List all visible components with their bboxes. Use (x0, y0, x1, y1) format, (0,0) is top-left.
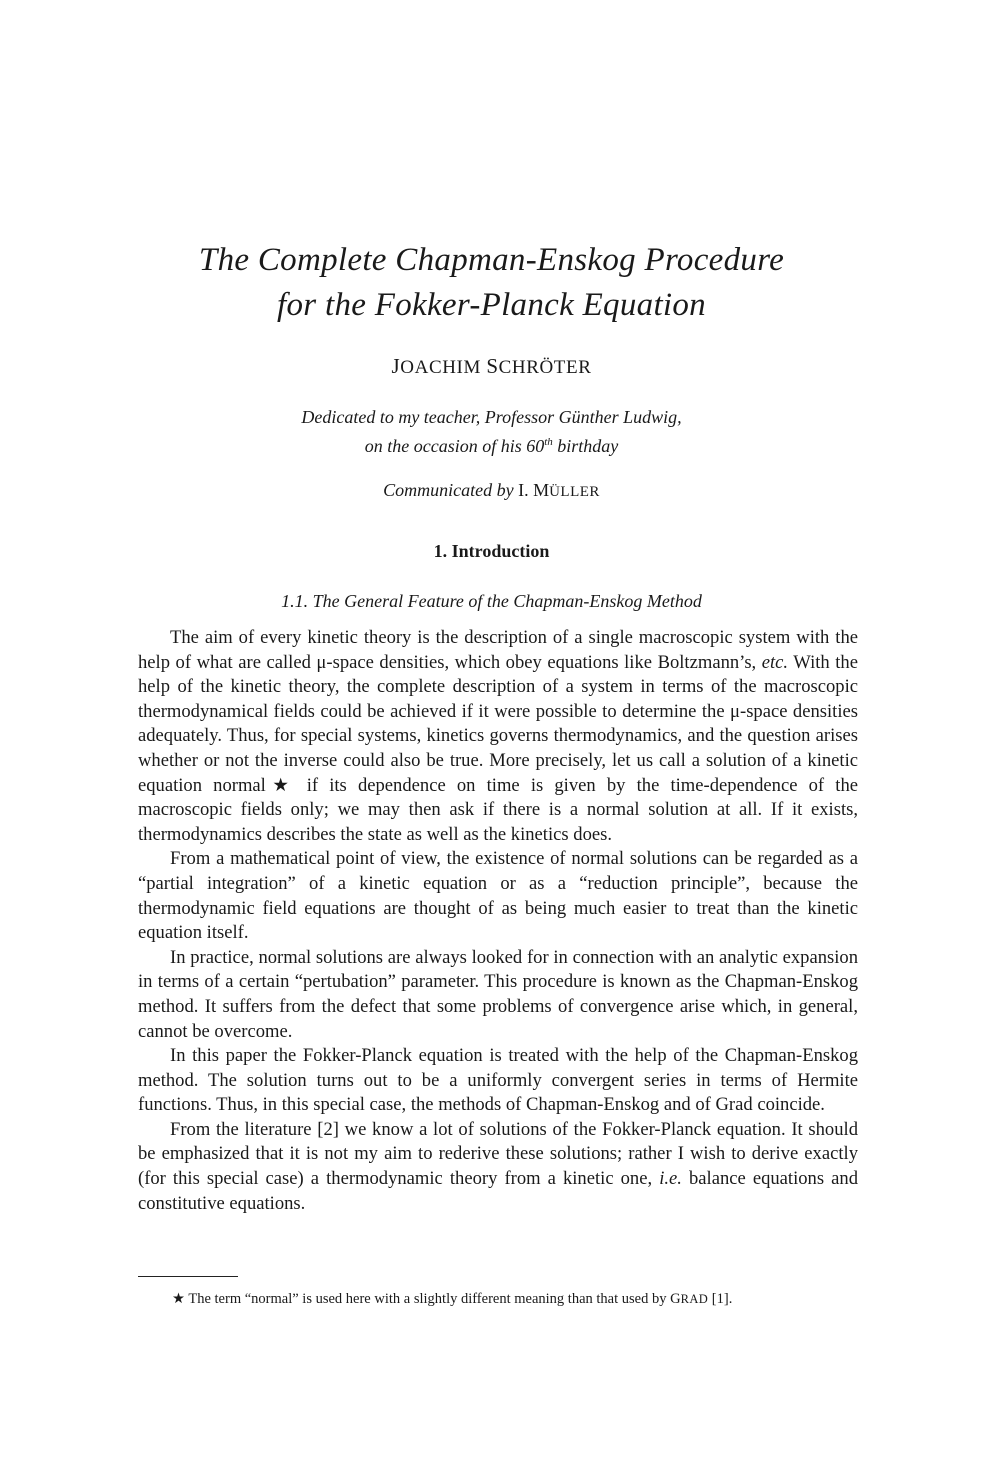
paragraph-5 (138, 1118, 858, 1216)
author-first-rest: OACHIM (400, 357, 481, 378)
footnote-name-rest: RAD (680, 1292, 709, 1306)
paragraph-1-part-a: The aim of every kinetic theory is the description of a single macroscopic system with the help of what are called μ-space densities, which obey equations like Boltzmann’s, (138, 627, 858, 673)
footnote-name-initial: G (670, 1291, 681, 1307)
dedication-line-2-before: on the occasion of his 60 (364, 436, 545, 456)
paragraph-1 (138, 626, 858, 847)
footnote-ref: [1]. (708, 1291, 733, 1307)
dedication-line-2 (0, 430, 983, 459)
author-first-initial: J (391, 354, 401, 378)
footnote (172, 1289, 872, 1309)
paragraph-5-part-a: From the literature [2] we know a lot of solutions of the Fokker-Planck equation. It should be emphasized that it is not my aim to rederive these solutions; rather I wish to derive exactly (for this special case) a thermodynamic theory from a kinetic one, (138, 1118, 858, 1190)
title-line-2: for the Fokker-Planck Equation (277, 287, 706, 323)
paragraph-4: In this paper the Fokker-Planck equation is treated with the help of the Chapman-Enskog method. The solution turns out to be a uniformly convergent series in terms of Hermite functions. Thus, in this special case, the methods of Chapman-Enskog and of Grad coincide. (138, 1045, 858, 1116)
paper-title (0, 238, 983, 328)
communicated-by (0, 480, 983, 501)
paragraph-1-etc: etc. (761, 651, 789, 673)
paragraph-2: From a mathematical point of view, the existence of normal solutions can be regarded as a “partial integration” of a kinetic equation or as a “reduction principle”, because the thermodynamic field equations are thought of as being much easier to treat than the kinetic equation itself. (138, 848, 858, 944)
subsection-heading: 1.1. The General Feature of the Chapman-Enskog Method (281, 591, 702, 611)
author-name (0, 354, 983, 379)
footnote-text: ★ The term “normal” is used here with a slightly different meaning than that used by (172, 1291, 671, 1307)
section-heading: 1. Introduction (433, 541, 550, 561)
communicator-initial: I. M (513, 480, 550, 500)
footnote-rule (138, 1276, 238, 1277)
communicator-rest: ÜLLER (549, 484, 600, 500)
dedication (0, 405, 983, 459)
paragraph-3: In practice, normal solutions are always looked for in connection with an analytic expansion in terms of a certain “pertubation” parameter. This procedure is known as the Chapman-Enskog method. It suffers from the defect that some problems of convergence arise which, in general, cannot be overcome. (138, 946, 858, 1042)
dedication-ordinal-suffix: th (544, 436, 553, 448)
author-last-initial: S (486, 354, 499, 378)
body-text (138, 626, 858, 1216)
paragraph-5-part-b: balance equations and constitutive equations. (138, 1168, 858, 1214)
paragraph-1-part-b: With the help of the kinetic theory, the complete description of a system in terms of the macroscopic thermodynamical fields could be achieved if it were possible to determine the μ-space densities adequately. Thus, for special systems, kinetics governs thermodynamics, and the question arises whether or not the inverse could also be true. More precisely, let us call a solution of a kinetic equation normal★ if its dependence on time is given by the time-dependence of the macroscopic fields only; we may then ask if there is a normal solution at all. If it exists, thermodynamics describes the state as well as the kinetics does. (138, 651, 858, 845)
title-line-1: The Complete Chapman-Enskog Procedure (198, 242, 785, 278)
dedication-line-2-after: birthday (552, 436, 619, 456)
paragraph-5-ie: i.e. (659, 1168, 682, 1190)
author-last-rest: CHRÖTER (498, 357, 592, 378)
dedication-line-1: Dedicated to my teacher, Professor Günther Ludwig, (301, 407, 682, 427)
communicated-prefix: Communicated by (383, 480, 514, 500)
